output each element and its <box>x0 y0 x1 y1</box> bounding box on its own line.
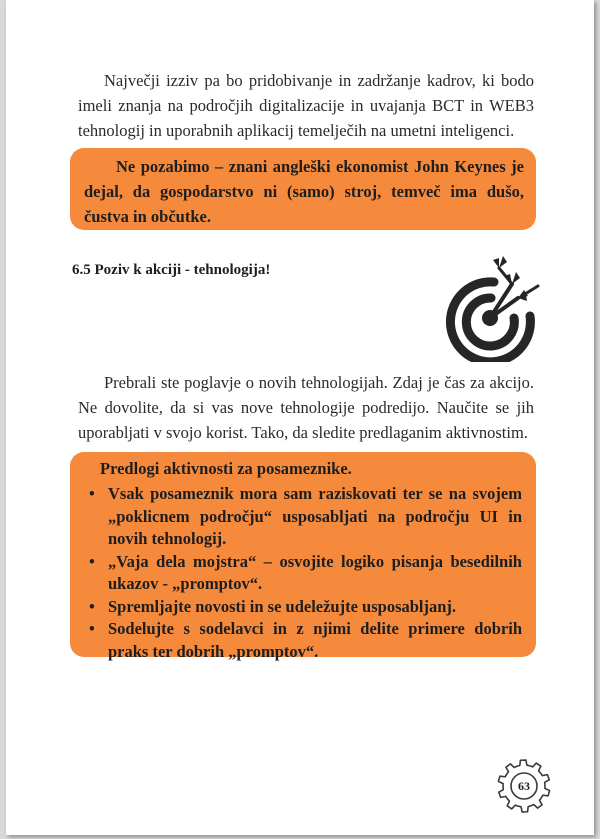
suggestions-box <box>70 452 536 661</box>
document-page <box>6 0 594 835</box>
list-item-text: Sodelujte s sodelavci in z njimi delite primere dobrih praks ter dobrih „promptov“. <box>108 619 522 661</box>
suggestions-title: Predlogi aktivnosti za posameznike. <box>100 459 352 478</box>
list-item <box>84 596 522 619</box>
suggestions-list <box>84 483 522 663</box>
target-with-arrows-icon <box>428 254 544 362</box>
call-to-action-paragraph: Prebrali ste poglavje o novih tehnologijah. Zdaj je čas za akcijo. Ne dovolite, da si vas nove tehnologije podredijo. Naučite se jih uporabljati v svojo korist. Tako, da sledite predlaganim aktivnostim. <box>78 373 534 442</box>
bullet: • <box>89 551 95 571</box>
bullet: • <box>89 596 95 616</box>
list-item-text: „Vaja dela mojstra“ – osvojite logiko pisanja besedilnih ukazov - „promptov“. <box>108 551 522 593</box>
list-item-text: Spremljajte novosti in se udeležujte usposabljanj. <box>108 596 457 616</box>
list-item <box>84 551 522 596</box>
bullet: • <box>89 484 95 503</box>
list-item-text: Vsak posameznik mora sam raziskovati ter se na svojem „poklicnem področju“ usposabljati na področju UI in novih tehnologij. <box>108 484 522 548</box>
quote-box <box>70 148 536 230</box>
section-heading: 6.5 Poziv k akciji - tehnologija! <box>72 262 271 278</box>
list-item <box>84 483 522 551</box>
bullet: • <box>89 619 95 638</box>
intro-paragraph: Največji izziv pa bo pridobivanje in zadržanje kadrov, ki bodo imeli znanja na področjih digitalizacije in uvajanja BCT in WEB3 tehnologij in uporabnih aplikacij temelječih na umetni inteligenci. <box>78 71 534 140</box>
page-number: 63 <box>518 779 530 793</box>
list-item <box>84 618 522 663</box>
quote-text: Ne pozabimo – znani angleški ekonomist John Keynes je dejal, da gospodarstvo ni (samo) stroj, temveč ima dušo, čustva in občutke. <box>84 157 524 226</box>
